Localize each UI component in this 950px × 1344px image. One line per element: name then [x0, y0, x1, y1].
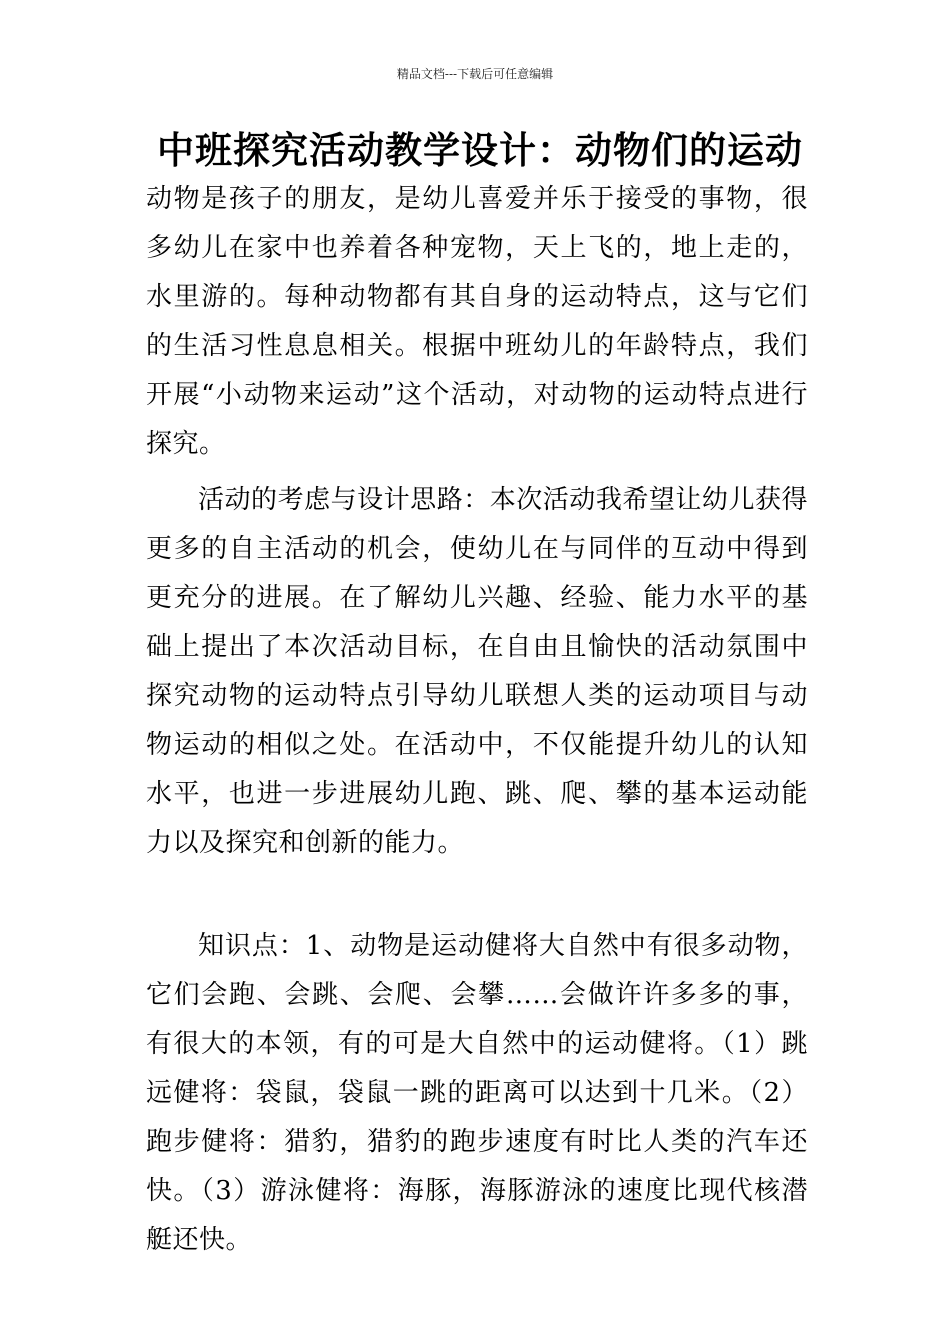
paragraph-intro: 动物是孩子的朋友，是幼儿喜爱并乐于接受的事物，很多幼儿在家中也养着各种宠物，天上飞的，地上走的，水里游的。每种动物都有其自身的运动特点，这与它们的生活习性息息相关。根据中班幼儿的年龄特点，我们开展“小动物来运动”这个活动，对动物的运动特点进行探究。	[146, 184, 808, 459]
document-title: 中班探究活动教学设计：动物们的运动	[157, 129, 803, 172]
header-note: 精品文档---下载后可任意编辑	[396, 67, 554, 81]
paragraph-design-rationale: 活动的考虑与设计思路：本次活动我希望让幼儿获得更多的自主活动的机会，使幼儿在与同伴的互动中得到更充分的进展。在了解幼儿兴趣、经验、能力水平的基础上提出了本次活动目标，在自由且愉快的活动氛围中探究动物的运动特点引导幼儿联想人类的运动项目与动物运动的相似之处。在活动中，不仅能提升幼儿的认知水平，也进一步进展幼儿跑、跳、爬、攀的基本运动能力以及探究和创新的能力。	[146, 485, 808, 858]
paragraph-knowledge-points: 知识点：1、动物是运动健将大自然中有很多动物，它们会跑、会跳、会爬、会攀……会做许许多多的事，有很大的本领，有的可是大自然中的运动健将。（1）跳远健将：袋鼠，袋鼠一跳的距离可以达到十几米。（2）跑步健将：猎豹，猎豹的跑步速度有时比人类的汽车还快。（3）游泳健将：海豚，海豚游泳的速度比现代核潜艇还快。	[146, 931, 808, 1255]
